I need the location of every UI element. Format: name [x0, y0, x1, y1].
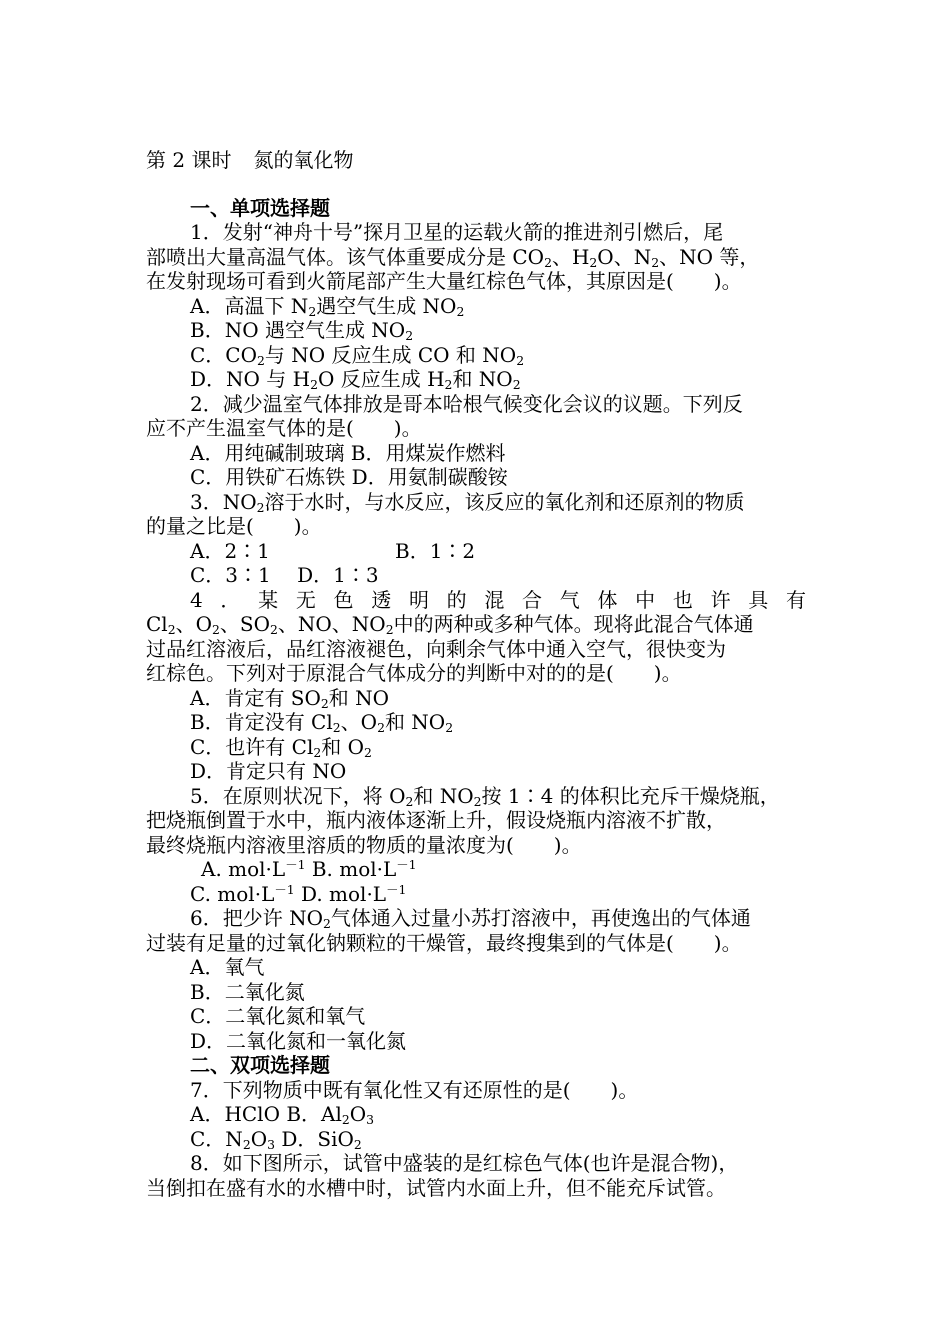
options-cd: C．$N_2O_3$ D．SiO$_2$: [190, 1126, 362, 1152]
question-text: 把烧瓶倒置于水中，瓶内液体逐渐上升，假设烧瓶内溶液不扩散，: [146, 808, 726, 832]
question-6: [146, 906, 806, 1053]
option-a: A．氧气: [190, 955, 265, 979]
question-text: 过装有足量的过氧化钠颗粒的干燥管，最终搜集到的气体是( )。: [146, 930, 742, 955]
question-7: [146, 1078, 806, 1152]
option-b: B．二氧化氮: [190, 979, 305, 1004]
question-3: [146, 490, 806, 588]
options-ab: A．HClO B．$Al_2O_3$: [190, 1102, 375, 1128]
question-text: 6．把少许 $NO_2$气体通入过量小苏打溶液中，再使逸出的气体通: [190, 906, 751, 932]
question-text: 的量之比是( )。: [146, 514, 322, 538]
section-heading-double-choice: 二、双项选择题: [190, 1053, 330, 1077]
options-cd: C．用铁矿石炼铁 D．用氨制碳酸铵: [190, 465, 508, 489]
options-cd: C．3∶1 D．1∶3: [190, 563, 379, 587]
option-d: D．二氧化氮和一氧化氮: [190, 1028, 407, 1053]
option-c: C．$CO_2$与 NO 反应生成 CO 和 $NO_2$: [190, 342, 525, 368]
option-c: C．也许有 $Cl_2$和 $O_2$: [190, 734, 372, 760]
options-ab: A．用纯碱制玻璃 B．用煤炭作燃料: [190, 440, 506, 465]
document-body: [146, 148, 806, 1200]
question-text: 4．某无色透明的混合气体中也许具有: [190, 587, 806, 612]
question-text: 3．$NO_2$溶于水时，与水反应，该反应的氧化剂和还原剂的物质: [190, 489, 745, 515]
question-text: 最终烧瓶内溶液里溶质的物质的量浓度为( )。: [146, 832, 582, 857]
options-cd: C. $mol\cdot L^{-1}$ D. $mol\cdot L^{-1}$: [190, 881, 407, 906]
question-text: 在发射现场可看到火箭尾部产生大量红棕色气体，其原因是( )。: [146, 269, 742, 293]
option-b: B．NO 遇空气生成 $NO_2$: [190, 318, 414, 344]
question-4: [146, 588, 806, 784]
option-c: C．二氧化氮和氧气: [190, 1004, 366, 1028]
question-8: [146, 1151, 806, 1200]
question-text: 红棕色。下列对于原混合气体成分的判断中对的的是( )。: [146, 661, 682, 685]
question-text: 部喷出大量高温气体。该气体重要成分是 $CO_2$、$H_2O$、$N_2$、NO 等，: [146, 244, 760, 270]
question-text: 应不产生温室气体的是( )。: [146, 416, 422, 440]
question-1: [146, 220, 806, 392]
question-text: 8．如下图所示，试管中盛装的是红棕色气体(也许是混合物)，: [190, 1151, 739, 1175]
option-d: D．肯定只有 NO: [190, 759, 347, 783]
question-2: [146, 392, 806, 490]
options-ab: A．2∶1 B．1∶2: [190, 538, 476, 563]
option-a: A．高温下 $N_2$遇空气生成 $NO_2$: [190, 293, 465, 319]
question-text: 5．在原则状况下，将 $O_2$和 $NO_2$按 1∶4 的体积比充斥干燥烧瓶，: [190, 783, 780, 809]
option-a: A．肯定有 $SO_2$和 NO: [190, 685, 390, 711]
option-d: D．NO 与 $H_2O$ 反应生成 $H_2$和 $NO_2$: [190, 367, 521, 393]
question-text: 当倒扣在盛有水的水槽中时，试管内水面上升，但不能充斥试管。: [146, 1175, 726, 1200]
question-text: $Cl_2$、$O_2$、$SO_2$、NO、$NO_2$中的两种或多种气体。现将此混合气体通: [146, 612, 754, 638]
question-text: 1．发射“神舟十号”探月卫星的运载火箭的推进剂引燃后，尾: [190, 220, 724, 244]
question-5: [146, 784, 806, 907]
section-heading-single-choice: 一、单项选择题: [190, 195, 330, 220]
question-text: 2．减少温室气体排放是哥本哈根气候变化会议的议题。下列反: [190, 391, 743, 416]
question-text: 7．下列物质中既有氧化性又有还原性的是( )。: [190, 1077, 639, 1102]
option-b: B．肯定没有 $Cl_2$、$O_2$和 $NO_2$: [190, 710, 454, 736]
lesson-title: 第 2 课时 氮的氧化物: [146, 148, 354, 172]
options-ab: A. $mol\cdot L^{-1}$ B. $mol\cdot L^{-1}$: [201, 857, 417, 881]
question-text: 过品红溶液后，品红溶液褪色，向剩余气体中通入空气，很快变为: [146, 636, 726, 661]
